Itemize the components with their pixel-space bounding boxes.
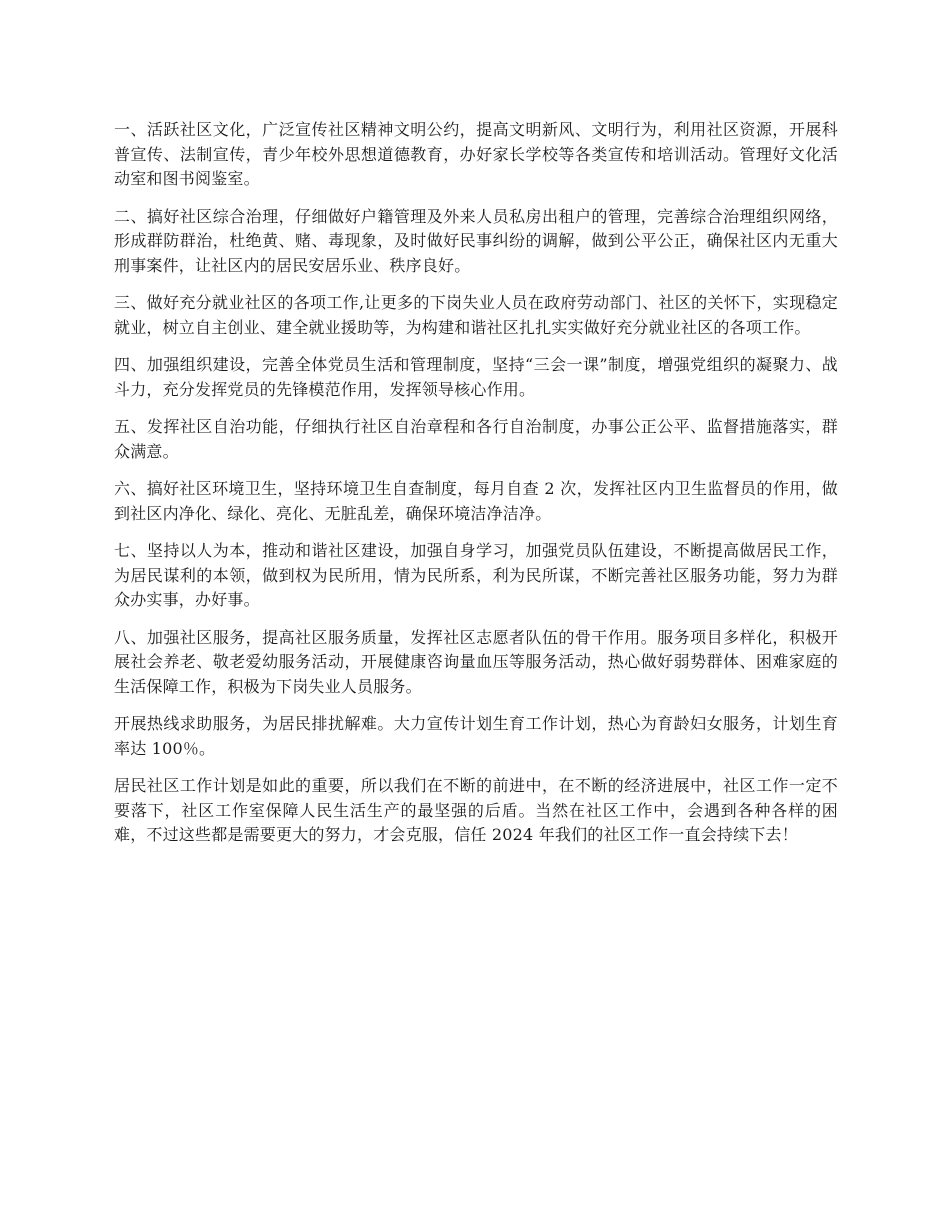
paragraph-9: 开展热线求助服务，为居民排扰解难。大力宣传计划生育工作计划，热心为育龄妇女服务，计划生育率达 100％。 (114, 714, 838, 758)
paragraph-8: 八、加强社区服务，提高社区服务质量，发挥社区志愿者队伍的骨干作用。服务项目多样化，积极开展社会养老、敬老爱幼服务活动，开展健康咨询量血压等服务活动，热心做好弱势群体、困难家庭的生活保障工作，积极为下岗失业人员服务。 (114, 627, 838, 696)
paragraph-4: 四、加强组织建设，完善全体党员生活和管理制度，坚持“三会一课”制度，增强党组织的凝聚力、战斗力，充分发挥党员的先锋模范作用，发挥领导核心作用。 (114, 355, 838, 399)
paragraph-10: 居民社区工作计划是如此的重要，所以我们在不断的前进中，在不断的经济进展中，社区工作一定不要落下，社区工作室保障人民生活生产的最坚强的后盾。当然在社区工作中，会遇到各种各样的困难，不过这些都是需要更大的努力，才会克服，信任 2024 年我们的社区工作一直会持续下去！ (114, 776, 838, 844)
paragraph-6: 六、搞好社区环境卫生，坚持环境卫生自查制度，每月自查 2 次，发挥社区内卫生监督员的作用，做到社区内净化、绿化、亮化、无脏乱差，确保环境洁净洁净。 (114, 479, 838, 523)
paragraph-2: 二、搞好社区综合治理，仔细做好户籍管理及外来人员私房出租户的管理，完善综合治理组织网络，形成群防群治，杜绝黄、赌、毒现象，及时做好民事纠纷的调解，做到公平公正，确保社区内无重大刑事案件，让社区内的居民安居乐业、秩序良好。 (114, 206, 838, 275)
paragraph-1: 一、活跃社区文化，广泛宣传社区精神文明公约，提高文明新风、文明行为，利用社区资源，开展科普宣传、法制宣传，青少年校外思想道德教育，办好家长学校等各类宣传和培训活动。管理好文化活动室和图书阅鉴室。 (114, 120, 838, 188)
paragraph-5: 五、发挥社区自治功能，仔细执行社区自治章程和各行自治制度，办事公正公平、监督措施落实，群众满意。 (114, 417, 838, 461)
paragraph-3: 三、做好充分就业社区的各项工作,让更多的下岗失业人员在政府劳动部门、社区的关怀下，实现稳定就业，树立自主创业、建全就业援助等，为构建和谐社区扎扎实实做好充分就业社区的各项工作。 (114, 293, 838, 337)
paragraph-7: 七、坚持以人为本，推动和谐社区建设，加强自身学习，加强党员队伍建设，不断提高做居民工作，为居民谋利的本领，做到权为民所用，情为民所系，利为民所谋，不断完善社区服务功能，努力为群众办实事，办好事。 (114, 541, 838, 609)
